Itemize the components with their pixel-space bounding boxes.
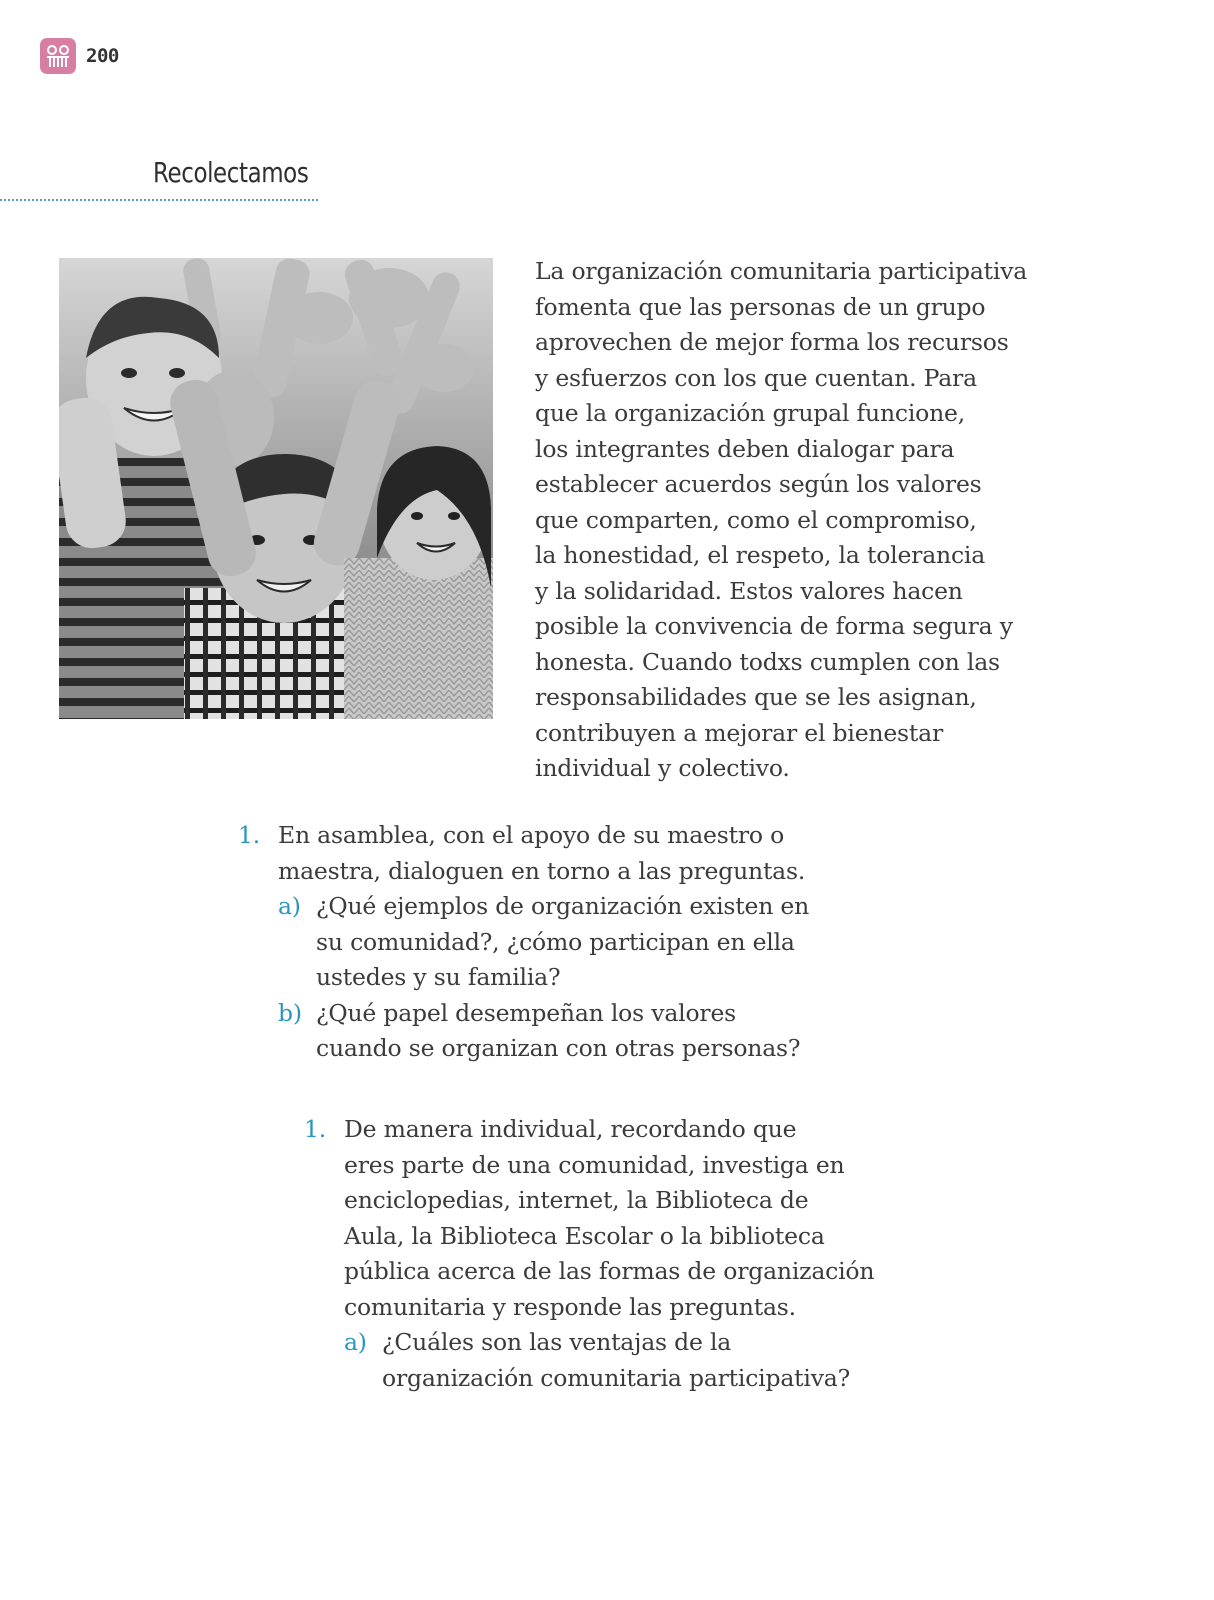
item-line: maestra, dialoguen en torno a las preguntas. <box>278 856 806 885</box>
sub-item-line: cuando se organizan con otras personas? <box>316 1034 801 1062</box>
intro-line: posible la convivencia de forma segura y <box>535 612 1013 640</box>
numbered-item <box>238 818 809 1067</box>
activity-1 <box>238 818 809 1067</box>
item-line: comunitaria y responde las preguntas. <box>344 1292 796 1321</box>
intro-line: La organización comunitaria participativa <box>535 257 1028 285</box>
sub-item <box>304 1325 874 1396</box>
item-line: En asamblea, con el apoyo de su maestro o <box>278 821 785 849</box>
intro-line: y esfuerzos con los que cuentan. Para <box>535 363 977 392</box>
section-divider <box>0 199 318 201</box>
item-line: eres parte de una comunidad, investiga en <box>344 1150 845 1179</box>
sub-item-line: su comunidad?, ¿cómo participan en ella <box>316 927 795 956</box>
sub-item-marker: b) <box>278 998 302 1027</box>
page-number: 200 <box>86 45 119 67</box>
item-line: pública acerca de las formas de organización <box>344 1257 875 1285</box>
intro-line: que la organización grupal funcione, <box>535 399 966 427</box>
intro-line: la honestidad, el respeto, la tolerancia <box>535 541 986 569</box>
sub-item <box>238 889 809 996</box>
item-line: De manera individual, recordando que <box>344 1115 797 1143</box>
intro-line: establecer acuerdos según los valores <box>535 470 982 498</box>
numbered-item <box>304 1112 874 1396</box>
intro-line: contribuyen a mejorar el bienestar <box>535 718 944 747</box>
intro-line: fomenta que las personas de un grupo <box>535 292 986 321</box>
sub-item-marker: a) <box>344 1328 367 1356</box>
sub-item-line: ¿Cuáles son las ventajas de la <box>382 1328 732 1356</box>
intro-line: aprovechen de mejor forma los recursos <box>535 328 1009 356</box>
children-celebrating-photo <box>59 258 493 719</box>
section-title: Recolectamos <box>153 156 309 189</box>
intro-line: individual y colectivo. <box>535 754 790 782</box>
intro-line: honesta. Cuando todxs cumplen con las <box>535 647 1000 676</box>
sub-item <box>238 996 809 1067</box>
item-line: Aula, la Biblioteca Escolar o la biblioteca <box>344 1221 825 1250</box>
activity-2 <box>304 1112 874 1396</box>
intro-line: responsabilidades que se les asignan, <box>535 683 977 711</box>
sub-item-line: ustedes y su familia? <box>316 963 561 991</box>
sub-item-line: ¿Qué papel desempeñan los valores <box>316 998 737 1027</box>
glyph-emblem-icon <box>40 38 76 74</box>
item-line: enciclopedias, internet, la Biblioteca de <box>344 1186 809 1214</box>
page-header <box>40 38 119 74</box>
item-number: 1. <box>304 1115 327 1143</box>
intro-line: y la solidaridad. Estos valores hacen <box>535 576 963 605</box>
intro-line: que comparten, como el compromiso, <box>535 505 977 534</box>
sub-item-line: organización comunitaria participativa? <box>382 1363 850 1392</box>
sub-item-line: ¿Qué ejemplos de organización existen en <box>316 892 810 920</box>
sub-item-marker: a) <box>278 892 301 920</box>
intro-paragraph <box>535 254 1095 787</box>
item-number: 1. <box>238 821 261 849</box>
intro-line: los integrantes deben dialogar para <box>535 434 955 463</box>
